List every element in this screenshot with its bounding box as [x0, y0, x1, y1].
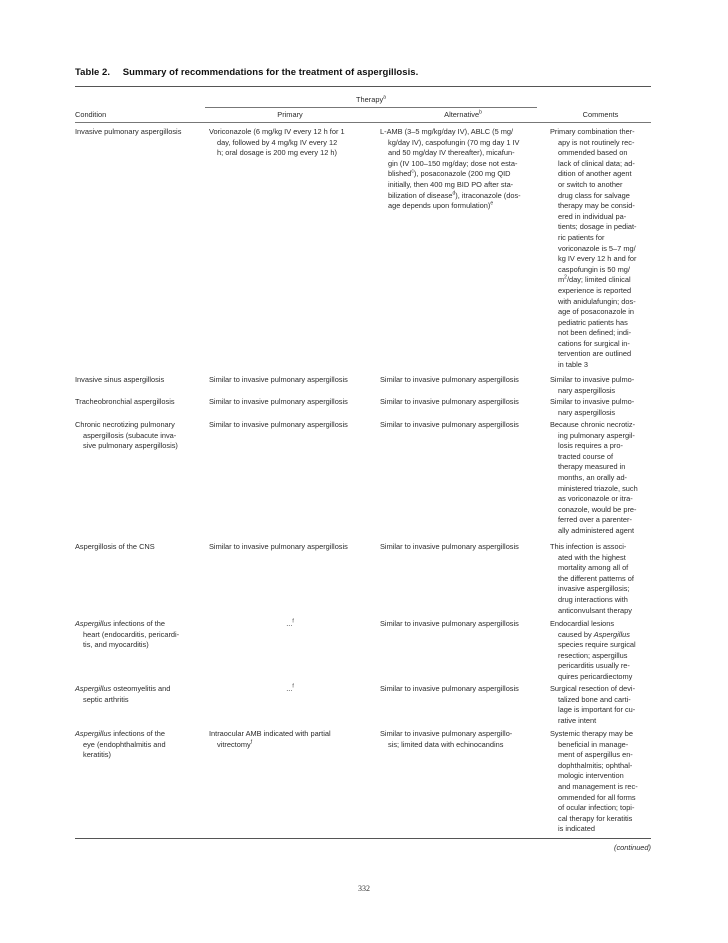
- col-header-alternative: Alternative$^b$: [444, 109, 482, 119]
- cell-primary: Similar to invasive pulmonary aspergillosis: [209, 397, 348, 406]
- cell-alternative: Similar to invasive pulmonary aspergillo- sis; limited data with echinocandins: [380, 729, 513, 749]
- cell-condition: Aspergillus osteomyelitis and septic arthritis: [75, 684, 171, 704]
- cell-comments: Primary combination ther- apy is not routinely rec- ommended based on lack of clinical data; ad- dition of another agent or switch to another drug class for salvage therapy may be consid- ered in individual pa- tients; dosage in pediat- ric patients for voriconazole is 5–7 mg/ kg IV every 12 h and for caspofungin is 50 mg/ $m^2$/day; limited clinical experience is reported with anidulafungin; dos- age of posaconazole in pediatric patients has not been defined; indi- cations for surgical in- tervention are outlined in table 3: [550, 127, 637, 370]
- cell-alternative: Similar to invasive pulmonary aspergillosis: [380, 420, 519, 429]
- cell-primary: ...$^f$: [286, 618, 294, 628]
- cell-comments: Because chronic necrotiz- ing pulmonary aspergil- losis requires a pro- tracted course of therapy measured in months, an orally ad- ministered triazole, such as voriconazole or itra- conazole, would be pre- ferred over a parenter- ally administered agent: [550, 420, 638, 535]
- cell-alternative: Similar to invasive pulmonary aspergillosis: [380, 542, 519, 551]
- cell-comments: Surgical resection of devi- talized bone and carti- lage is important for cu- rative intent: [550, 684, 636, 725]
- cell-primary: Similar to invasive pulmonary aspergillosis: [209, 542, 348, 551]
- cell-comments: Endocardial lesions caused by Aspergillus species require surgical resection; aspergillus pericarditis usually re- quires pericardiectomy: [550, 619, 636, 681]
- col-header-primary: Primary: [277, 110, 303, 119]
- page-number: 332: [358, 884, 370, 893]
- therapy-spanner-rule: [205, 107, 537, 108]
- table-caption: [75, 67, 418, 78]
- cell-primary: Similar to invasive pulmonary aspergillosis: [209, 375, 348, 384]
- cell-primary: Voriconazole (6 mg/kg IV every 12 h for 1 day, followed by 4 mg/kg IV every 12 h; oral dosage is 200 mg every 12 h): [209, 127, 345, 158]
- continued-note: (continued): [614, 843, 651, 852]
- cell-condition: Chronic necrotizing pulmonary aspergillosis (subacute inva- sive pulmonary aspergillosis): [75, 420, 178, 451]
- cell-condition: Invasive pulmonary aspergillosis: [75, 127, 182, 136]
- cell-condition: Invasive sinus aspergillosis: [75, 375, 165, 384]
- cell-alternative: Similar to invasive pulmonary aspergillosis: [380, 684, 519, 693]
- header-rule: [75, 122, 651, 123]
- cell-comments: Systemic therapy may be beneficial in manage- ment of aspergillus en- dophthalmitis; ophthal- mologic intervention and management is rec- ommended for all forms of ocular infection; topi- cal therapy for keratitis is indicated: [550, 729, 638, 834]
- cell-primary: ...$^f$: [286, 683, 294, 693]
- table-label: Table 2.: [75, 67, 111, 78]
- top-rule: [75, 86, 651, 87]
- bottom-rule: [75, 838, 651, 839]
- cell-comments: This infection is associ- ated with the highest mortality among all of the different patterns of invasive aspergillosis; drug interactions with anticonvulsant therapy: [550, 542, 634, 615]
- col-header-comments: Comments: [582, 110, 619, 119]
- table-title: Summary of recommendations for the treatment of aspergillosis.: [122, 67, 419, 78]
- cell-condition: Aspergillus infections of the heart (endocarditis, pericardi- tis, and myocarditis): [75, 619, 180, 650]
- cell-alternative: Similar to invasive pulmonary aspergillosis: [380, 619, 519, 628]
- cell-alternative: Similar to invasive pulmonary aspergillosis: [380, 397, 519, 406]
- cell-alternative: L-AMB (3–5 mg/kg/day IV), ABLC (5 mg/ kg/day IV), caspofungin (70 mg day 1 IV and 50 mg/day IV thereafter), micafun- gin (IV 100–150 mg/day; dose not esta- blished$^c$), posaconazole (200 mg QID initially, then 400 mg BID PO after sta- bilization of disease$^d$), itraconazole (dos- age depends upon formulation)$^e$: [380, 127, 521, 211]
- therapy-header: Therapy$^a$: [356, 94, 386, 104]
- cell-comments: Similar to invasive pulmo- nary aspergillosis: [550, 375, 635, 395]
- cell-alternative: Similar to invasive pulmonary aspergillosis: [380, 375, 519, 384]
- cell-condition: Aspergillosis of the CNS: [75, 542, 155, 551]
- cell-condition: Aspergillus infections of the eye (endophthalmitis and keratitis): [75, 729, 166, 760]
- cell-primary: Intraocular AMB indicated with partial vitrectomy$^f$: [209, 729, 331, 749]
- cell-condition: Tracheobronchial aspergillosis: [75, 397, 175, 406]
- col-header-condition: Condition: [75, 110, 107, 119]
- cell-primary: Similar to invasive pulmonary aspergillosis: [209, 420, 348, 429]
- cell-comments: Similar to invasive pulmo- nary aspergillosis: [550, 397, 635, 417]
